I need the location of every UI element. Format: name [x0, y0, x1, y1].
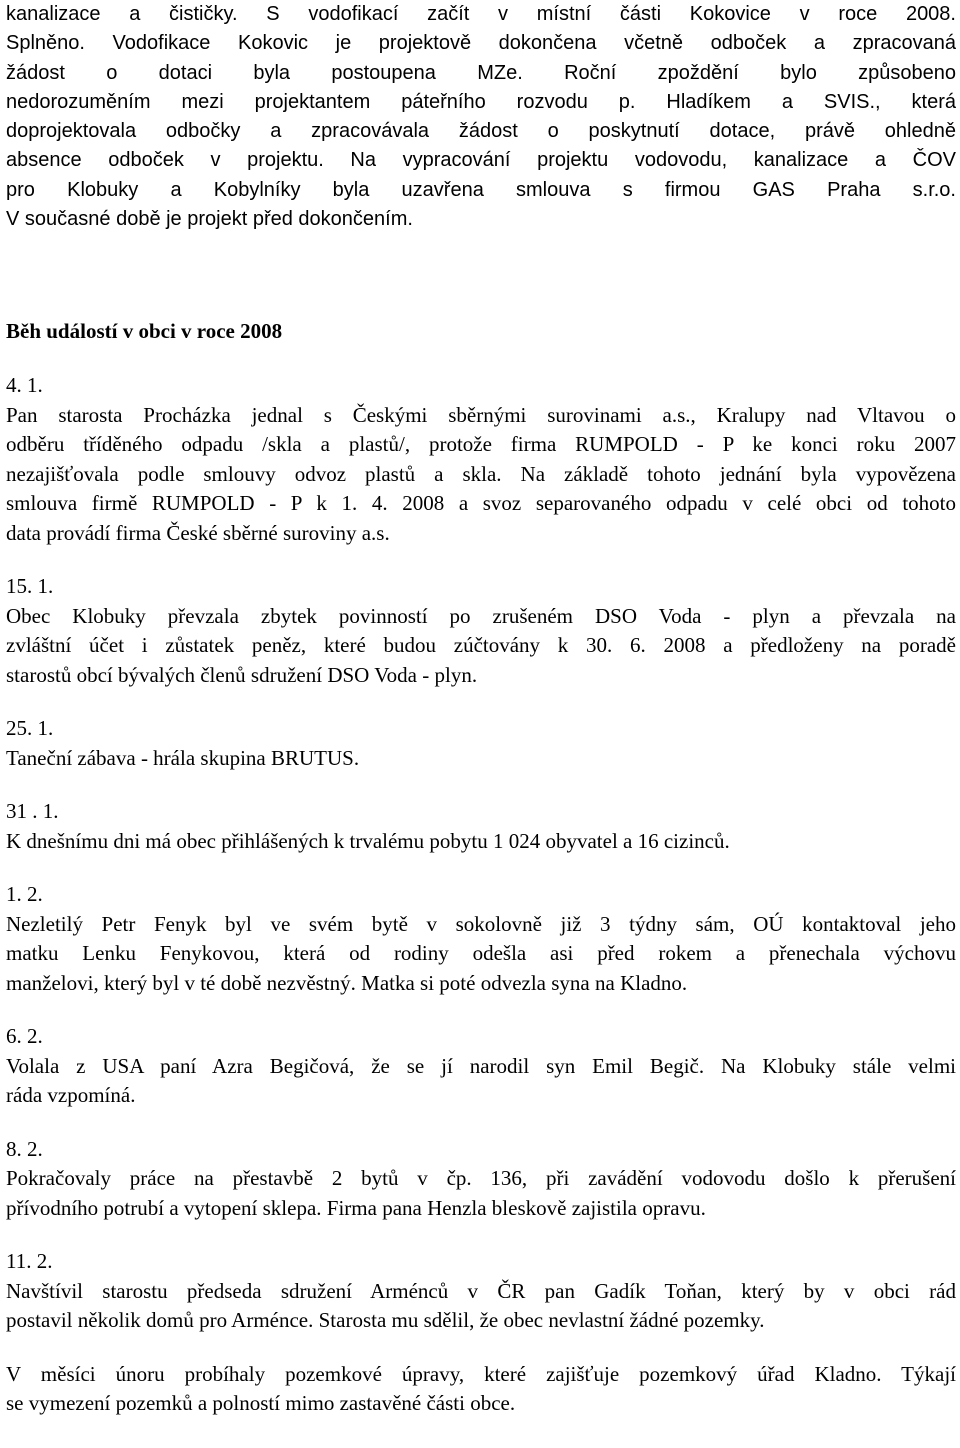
- events-list: [6, 371, 956, 1443]
- intro-line: žádost o dotaci byla postoupena MZe. Roční zpoždění bylo způsobeno: [6, 61, 956, 84]
- event-text: [6, 401, 956, 549]
- event-line: přívodního potrubí a vytopení sklepa. Firma pana Henzla bleskově zajistila opravu.: [6, 1195, 706, 1220]
- event-entry: [6, 1135, 956, 1224]
- event-date: 25. 1.: [6, 716, 54, 740]
- section-heading: Běh událostí v obci v roce 2008: [6, 319, 283, 343]
- document-page: [6, 0, 956, 1415]
- event-text: [6, 910, 956, 999]
- event-line: matku Lenku Fenykovou, která od rodiny odešla asi před rokem a přenechala výchovu: [6, 941, 956, 965]
- event-line: Nezletilý Petr Fenyk byl ve svém bytě v sokolovně již 3 týdny sám, OÚ kontaktoval jeho: [6, 911, 956, 936]
- event-line: postavil několik domů pro Arménce. Starosta mu sdělil, že obec nevlastní žádné pozemky.: [6, 1308, 765, 1332]
- event-line: smlouva firmě RUMPOLD - P k 1. 4. 2008 a svoz separovaného odpadu v celé obci od tohoto: [6, 491, 956, 515]
- event-line: data provádí firma České sběrné suroviny a.s.: [6, 520, 390, 545]
- event-date: 6. 2.: [6, 1024, 43, 1048]
- intro-line: doprojektovala odbočky a zpracovávala žádost o poskytnutí dotace, právě ohledně: [6, 120, 956, 143]
- intro-line: pro Klobuky a Kobylníky byla uzavřena smlouva s firmou GAS Praha s.r.o.: [6, 178, 956, 201]
- event-entry: [6, 1360, 956, 1419]
- event-text: [6, 827, 956, 857]
- event-entry: [6, 1247, 956, 1336]
- event-line: zvláštní účet i zůstatek peněz, které budou zúčtovány k 30. 6. 2008 a předloženy na poradě: [6, 633, 956, 657]
- event-line: Taneční zábava - hrála skupina BRUTUS.: [6, 745, 360, 770]
- event-line: Pan starosta Procházka jednal s Českými sběrnými surovinami a.s., Kralupy nad Vltavou o: [6, 402, 956, 427]
- intro-paragraph: [6, 0, 956, 234]
- event-text: [6, 1360, 956, 1419]
- event-line: odběru tříděného odpadu /skla a plastů/, protože firma RUMPOLD - P ke konci roku 2007: [6, 432, 956, 456]
- event-entry: [6, 572, 956, 690]
- event-line: K dnešnímu dni má obec přihlášených k trvalému pobytu 1 024 obyvatel a 16 cizinců.: [6, 828, 730, 853]
- event-line: se vymezení pozemků a polností mimo zastavěné části obce.: [6, 1391, 516, 1415]
- event-line: Navštívil starostu předseda sdružení Arménců v ČR pan Gadík Toňan, který by v obci rád: [6, 1278, 956, 1303]
- event-date: 4. 1.: [6, 373, 43, 397]
- event-date: 11. 2.: [6, 1249, 53, 1273]
- intro-line: V současné době je projekt před dokončením.: [6, 208, 413, 231]
- event-entry: [6, 1022, 956, 1111]
- intro-line: kanalizace a čističky. S vodofikací začít v místní části Kokovice v roce 2008.: [6, 3, 956, 25]
- event-entry: [6, 880, 956, 998]
- intro-line: nedorozuměním mezi projektantem páteřního rozvodu p. Hladíkem a SVIS., která: [6, 90, 956, 113]
- event-line: Pokračovaly práce na přestavbě 2 bytů v čp. 136, při zavádění vodovodu došlo k přerušení: [6, 1166, 956, 1190]
- event-entry: [6, 714, 956, 773]
- event-entry: [6, 797, 956, 856]
- event-date: 8. 2.: [6, 1136, 43, 1161]
- event-line: manželovi, který byl v té době nezvěstný. Matka si poté odvezla syna na Kladno.: [6, 970, 688, 995]
- event-date: 31 . 1.: [6, 799, 59, 823]
- event-entry: [6, 371, 956, 548]
- event-text: [6, 602, 956, 691]
- event-text: [6, 1164, 956, 1223]
- event-line: starostů obcí bývalých členů sdružení DSO Voda - plyn.: [6, 662, 478, 687]
- intro-line: absence odboček v projektu. Na vypracování projektu vodovodu, kanalizace a ČOV: [6, 149, 956, 172]
- event-line: Obec Klobuky převzala zbytek povinností po zrušeném DSO Voda - plyn a převzala na: [6, 603, 956, 628]
- event-text: [6, 1277, 956, 1336]
- intro-line: Splněno. Vodofikace Kokovic je projektově dokončena včetně odboček a zpracovaná: [6, 32, 956, 55]
- event-text: [6, 744, 956, 774]
- event-date: 1. 2.: [6, 882, 43, 906]
- event-line: Volala z USA paní Azra Begičová, že se jí narodil syn Emil Begič. Na Klobuky stále velmi: [6, 1053, 956, 1078]
- event-line: V měsíci únoru probíhaly pozemkové úpravy, které zajišťuje pozemkový úřad Kladno. Týkají: [6, 1361, 956, 1386]
- event-text: [6, 1052, 956, 1111]
- event-line: nezajišťovala podle smlouvy odvoz plastů a skla. Na základě tohoto jednání byla vypovězena: [6, 461, 956, 486]
- event-line: ráda vzpomíná.: [6, 1083, 136, 1107]
- event-date: 15. 1.: [6, 574, 54, 598]
